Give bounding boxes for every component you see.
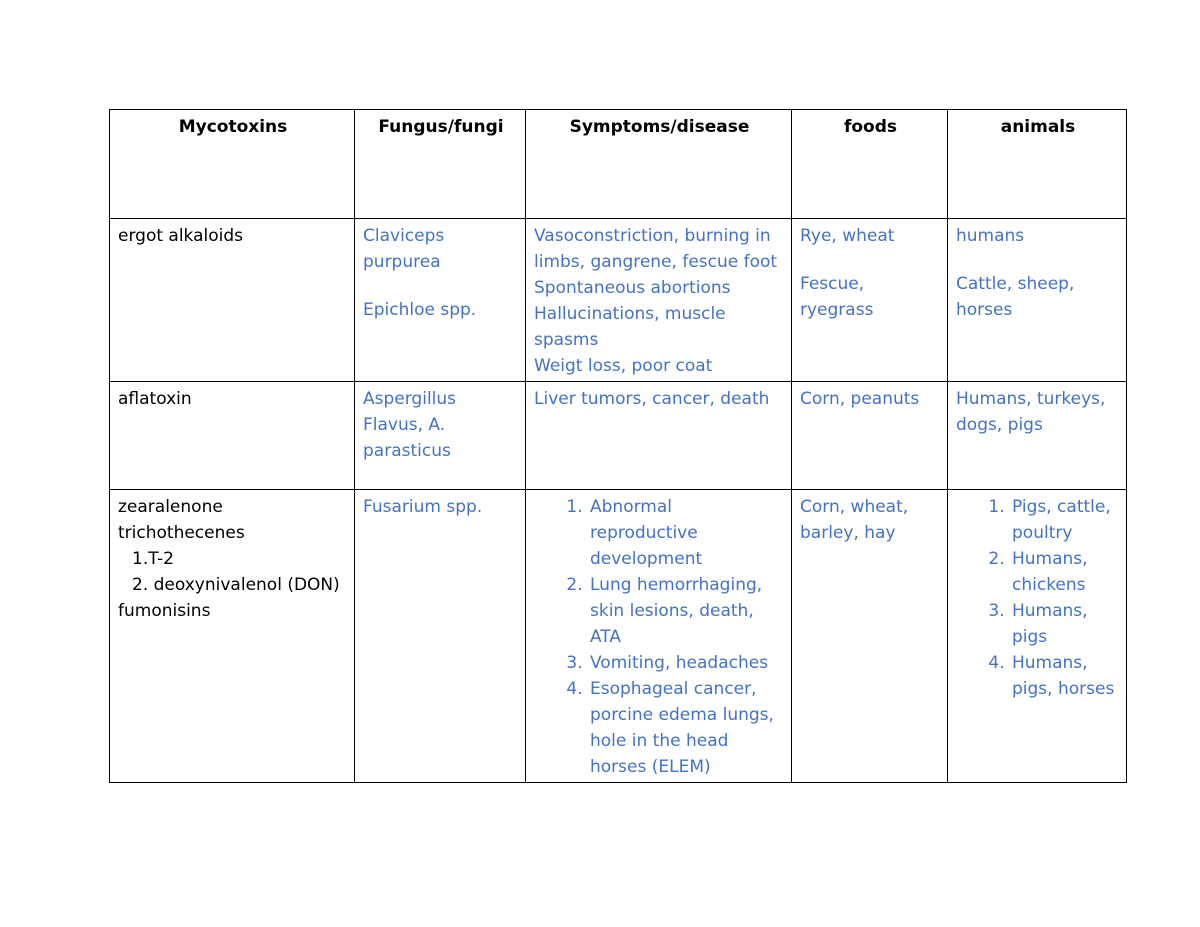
symptom-text: Vasoconstriction, burning in limbs, gangrene, fescue foot xyxy=(534,226,778,272)
food-text: Fescue, ryegrass xyxy=(800,274,874,320)
fungus-name: Epichloe spp. xyxy=(363,300,477,320)
symptom-text: Weigt loss, poor coat xyxy=(534,356,713,376)
cell-foods xyxy=(792,490,948,783)
list-item: 4. Esophageal cancer, porcine edema lungs, hole in the head horses (ELEM) xyxy=(588,676,785,780)
symptom-list xyxy=(534,494,785,780)
food-text: Corn, peanuts xyxy=(800,389,920,409)
cell-foods xyxy=(792,219,948,382)
cell-symptoms xyxy=(526,219,792,382)
header-fungus: Fungus/fungi xyxy=(355,110,526,219)
mycotoxin-name: trichothecenes xyxy=(118,523,245,543)
cell-fungus xyxy=(355,219,526,382)
table-row xyxy=(110,219,1127,382)
cell-foods xyxy=(792,382,948,490)
spacer xyxy=(363,275,519,297)
header-mycotoxins: Mycotoxins xyxy=(110,110,355,219)
list-item: 3. Humans, pigs xyxy=(1010,598,1120,650)
cell-mycotoxin xyxy=(110,490,355,783)
animal-text: Humans, turkeys, dogs, pigs xyxy=(956,389,1106,435)
fungus-name: Fusarium spp. xyxy=(363,497,483,517)
list-item: 2. Lung hemorrhaging, skin lesions, death, ATA xyxy=(588,572,785,650)
cell-animals xyxy=(948,490,1127,783)
cell-animals xyxy=(948,382,1127,490)
list-item: 1. Abnormal reproductive development xyxy=(588,494,785,572)
fungus-name: Aspergillus Flavus, A. parasticus xyxy=(363,389,457,461)
cell-fungus xyxy=(355,490,526,783)
list-item: 2. Humans, chickens xyxy=(1010,546,1120,598)
cell-animals xyxy=(948,219,1127,382)
animal-list xyxy=(956,494,1120,702)
list-item: 3. Vomiting, headaches xyxy=(588,650,785,676)
mycotoxin-table xyxy=(109,109,1127,783)
list-item: 4. Humans, pigs, horses xyxy=(1010,650,1120,702)
cell-mycotoxin xyxy=(110,382,355,490)
food-text: Corn, wheat, barley, hay xyxy=(800,497,909,543)
mycotoxin-name: ergot alkaloids xyxy=(118,226,244,246)
cell-symptoms xyxy=(526,382,792,490)
mycotoxin-name: aflatoxin xyxy=(118,389,192,409)
table-header-row xyxy=(110,110,1127,219)
fungus-name: Claviceps purpurea xyxy=(363,226,445,272)
symptom-text: Hallucinations, muscle spasms xyxy=(534,304,726,350)
mycotoxin-subitem: 1.T-2 xyxy=(132,549,174,569)
spacer xyxy=(800,249,941,271)
list-item: 1. Pigs, cattle, poultry xyxy=(1010,494,1120,546)
symptom-text: Spontaneous abortions xyxy=(534,278,731,298)
table-row xyxy=(110,382,1127,490)
mycotoxin-subitem: 2. deoxynivalenol (DON) xyxy=(132,575,340,595)
spacer xyxy=(956,249,1120,271)
food-text: Rye, wheat xyxy=(800,226,895,246)
animal-text: Cattle, sheep, horses xyxy=(956,274,1075,320)
mycotoxin-name: fumonisins xyxy=(118,601,211,621)
cell-fungus xyxy=(355,382,526,490)
table-row xyxy=(110,490,1127,783)
animal-text: humans xyxy=(956,226,1025,246)
header-animals: animals xyxy=(948,110,1127,219)
header-symptoms: Symptoms/disease xyxy=(526,110,792,219)
header-foods: foods xyxy=(792,110,948,219)
symptom-text: Liver tumors, cancer, death xyxy=(534,389,770,409)
mycotoxin-name: zearalenone xyxy=(118,497,223,517)
cell-symptoms xyxy=(526,490,792,783)
cell-mycotoxin xyxy=(110,219,355,382)
